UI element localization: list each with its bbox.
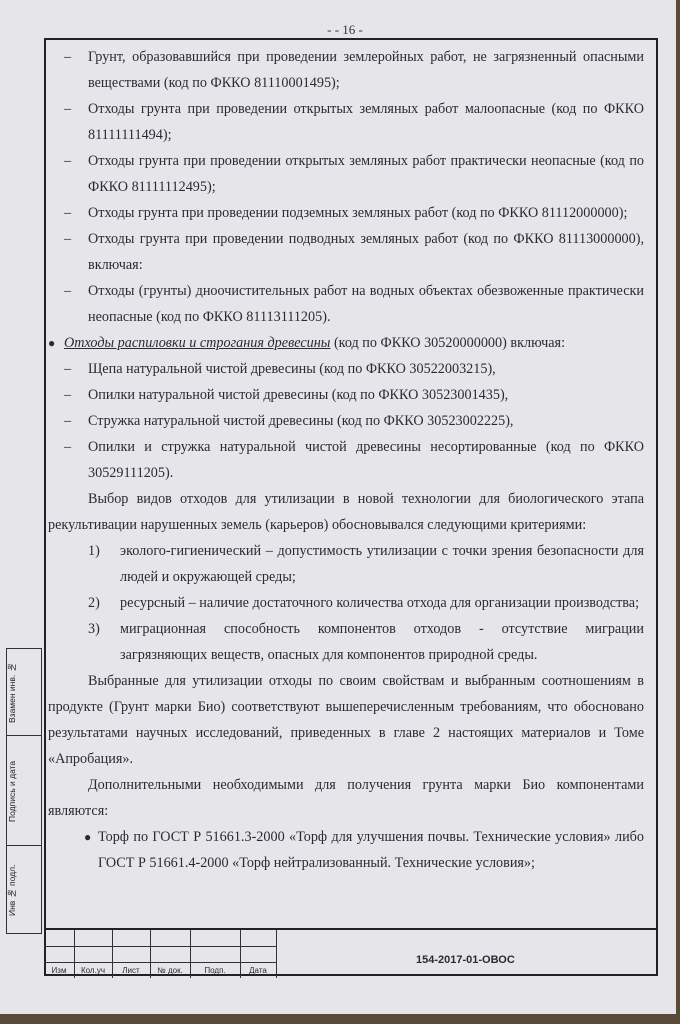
criteria-item xyxy=(48,538,644,590)
document-body xyxy=(48,44,644,876)
dash-icon: – xyxy=(64,413,72,429)
side-label-orig-inv: Инв № подл. xyxy=(7,864,17,916)
paragraph-selected: Выбранные для утилизации отходы по своим свойствам и выбранным соотношениям в продукте (Грунт марки Био) соответствуют вышеперечисленным требованиям, что обосновано результатами научных исследований, приведенных в главе 2 настоящих материалов и Томе «Апробация». xyxy=(48,673,644,767)
criteria-number: 3) xyxy=(88,621,100,637)
side-label-signature: Подпись и дата xyxy=(7,760,17,822)
list-item xyxy=(48,200,644,226)
stamp-header: Дата xyxy=(249,966,267,975)
list-item xyxy=(48,148,644,200)
stamp-header: Изм xyxy=(51,966,67,975)
stamp-header: № док. xyxy=(157,966,183,975)
list-item xyxy=(48,356,644,382)
title-block xyxy=(44,928,658,978)
list-item xyxy=(48,434,644,486)
list-item-text: Отходы грунта при проведении подводных земляных работ (код по ФККО 81113000000), включая: xyxy=(88,231,644,273)
side-divider xyxy=(7,735,41,736)
dash-icon: – xyxy=(64,283,72,299)
paragraph-additional: Дополнительными необходимыми для получения грунта марки Био компонентами являются: xyxy=(48,777,644,819)
list-item-text: Щепа натуральной чистой древесины (код по ФККО 30522003215), xyxy=(88,361,496,377)
criteria-number: 2) xyxy=(88,595,100,611)
criteria-item xyxy=(48,616,644,668)
dash-icon: – xyxy=(64,101,72,117)
bullet-icon: ● xyxy=(48,336,56,350)
list-item xyxy=(48,278,644,330)
criteria-text: миграционная способность компонентов отходов - отсутствие миграции загрязняющих веществ, опасных для компонентов природной среды. xyxy=(120,621,644,663)
criteria-list xyxy=(48,538,644,668)
peat-item-text: Торф по ГОСТ Р 51661.3-2000 «Торф для улучшения почвы. Технические условия» либо ГОСТ Р 51661.4-2000 «Торф нейтрализованный. Технические условия»; xyxy=(98,829,644,871)
criteria-text: ресурсный – наличие достаточного количества отхода для организации производства; xyxy=(120,595,640,611)
list-item-text: Стружка натуральной чистой древесины (код по ФККО 30523002225), xyxy=(88,413,514,429)
list-item xyxy=(48,226,644,278)
criteria-item xyxy=(48,590,644,616)
list-item-text: Отходы грунта при проведении открытых земляных работ малоопасные (код по ФККО 81111111494); xyxy=(88,101,644,143)
dash-icon: – xyxy=(64,387,72,403)
dash-icon: – xyxy=(64,205,72,221)
dash-icon: – xyxy=(64,231,72,247)
list-item-text: Опилки и стружка натуральной чистой древесины несортированные (код по ФККО 30529111205). xyxy=(88,439,644,481)
list-item-text: Отходы грунта при проведении подземных земляных работ (код по ФККО 81112000000); xyxy=(88,205,628,221)
list-item-text: Отходы (грунты) дноочистительных работ на водных объектах обезвоженные практически неопасные (код по ФККО 81113111205). xyxy=(88,283,644,325)
list-item-text: Грунт, образовавшийся при проведении землеройных работ, не загрязненный опасными веществами (код по ФККО 81110001495); xyxy=(88,49,644,91)
list-item xyxy=(48,96,644,148)
list-item xyxy=(48,408,644,434)
document-code: 154-2017-01-ОВОС xyxy=(416,954,515,966)
soil-waste-list xyxy=(48,44,644,330)
stamp-header: Подп. xyxy=(204,966,226,975)
wood-waste-code: (код по ФККО 30520000000) включая: xyxy=(330,335,566,351)
wood-waste-list xyxy=(48,356,644,486)
dash-icon: – xyxy=(64,153,72,169)
stamp-header: Кол.уч xyxy=(81,966,105,975)
paragraph-criteria: Выбор видов отходов для утилизации в новой технологии для биологического этапа рекультивации нарушенных земель (карьеров) обосновывался следующими критериями: xyxy=(48,491,644,533)
dash-icon: – xyxy=(64,361,72,377)
page-number: - - 16 - xyxy=(327,22,363,37)
criteria-number: 1) xyxy=(88,543,100,559)
list-item xyxy=(48,382,644,408)
list-item xyxy=(48,44,644,96)
peat-item xyxy=(48,824,644,876)
dash-icon: – xyxy=(64,439,72,455)
list-item-text: Отходы грунта при проведении открытых земляных работ практически неопасные (код по ФККО 81111112495); xyxy=(88,153,644,195)
wood-waste-title: Отходы распиловки и строгания древесины xyxy=(64,335,331,351)
bullet-icon: ● xyxy=(84,830,92,844)
stamp-header: Лист xyxy=(122,966,140,975)
side-stamp xyxy=(6,648,42,934)
criteria-text: эколого-гигиенический – допустимость утилизации с точки зрения безопасности для людей и окружающей среды; xyxy=(120,543,644,585)
side-divider xyxy=(7,845,41,846)
wood-waste-item xyxy=(48,330,644,356)
side-label-replace-inv: Взамен инв. № xyxy=(7,662,17,724)
list-item-text: Опилки натуральной чистой древесины (код по ФККО 30523001435), xyxy=(88,387,509,403)
dash-icon: – xyxy=(64,49,72,65)
